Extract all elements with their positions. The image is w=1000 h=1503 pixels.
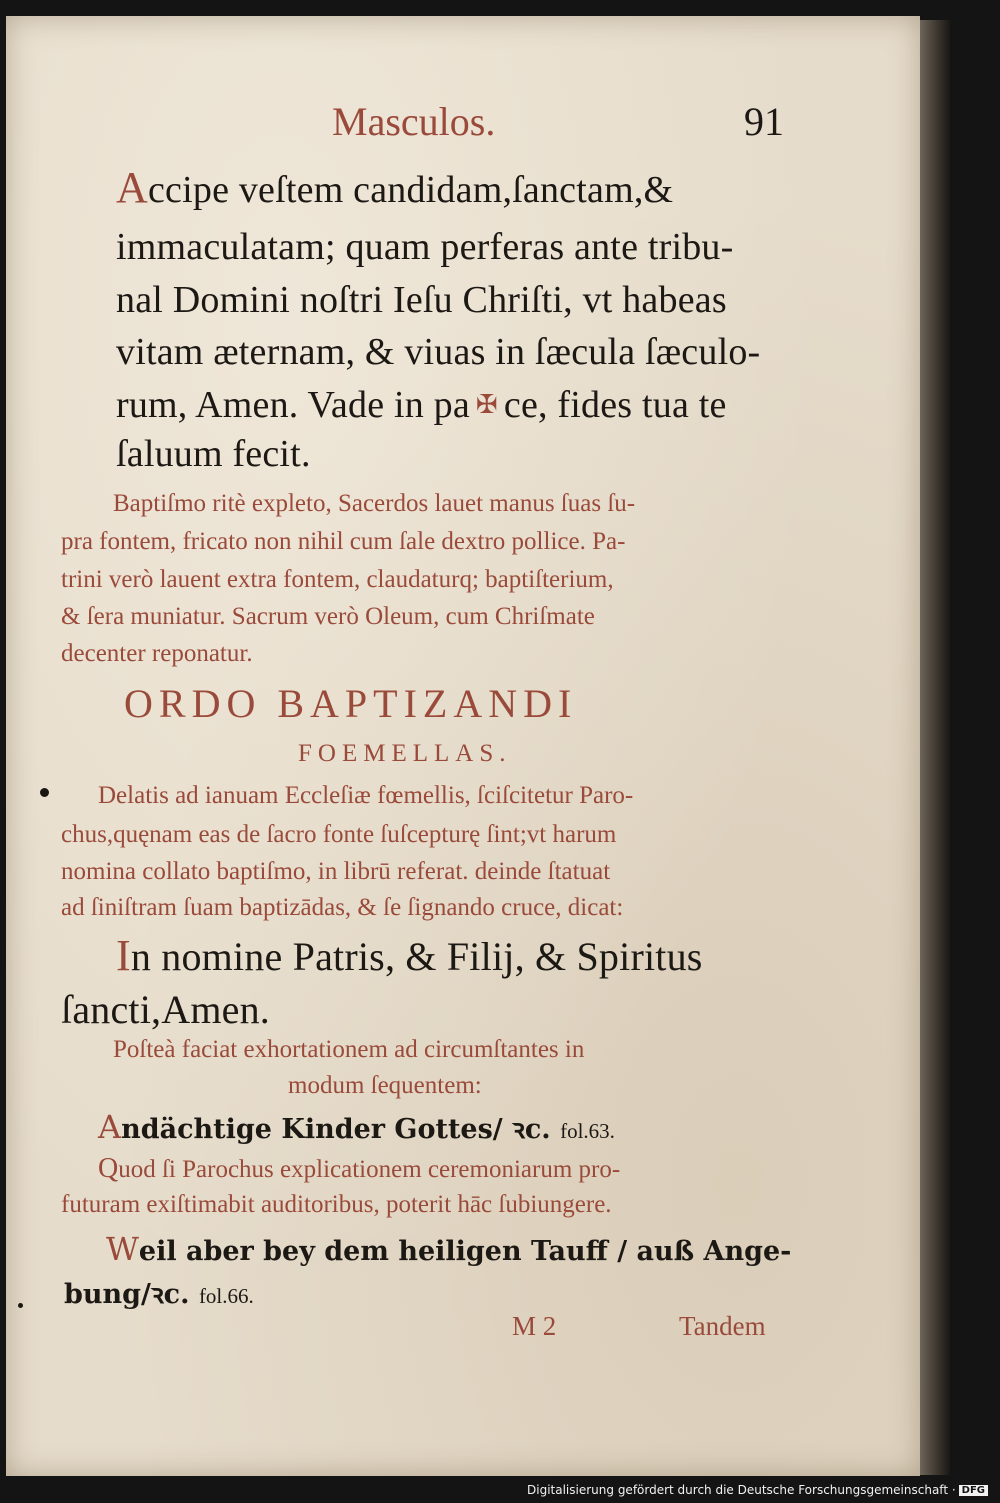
prayer-line-6: ſaluum fecit. [116,433,311,475]
prayer-line-5: rum, Amen. Vade in pa ✠ ce, fides tua te [116,384,727,426]
german-2-folio-ref: fol.66. [198,1284,254,1308]
rubric-4-initial: Q [98,1153,119,1184]
german-2-initial: W [106,1230,139,1268]
margin-dot [18,1303,23,1308]
signature-mark: M 2 [512,1311,557,1341]
rubric-1-line-4: & ſera muniatur. Sacrum verò Oleum, cum Chriſmate [61,603,595,630]
rubric-2-line-3: nomina collato baptiſmo, in librū referat. deinde ſtatuat [61,858,611,885]
prayer-line-1: Accipe veſtem candidam,ſanctam,& [116,163,674,212]
section-heading-subtitle: FOEMELLAS. [298,740,512,767]
page-edge [920,20,950,1475]
prayer-line-3: nal Domini noſtri Ieſu Chriſti, vt habeas [116,279,727,321]
german-line-2: Weil aber bey dem heiligen Tauff / auß Ange- [106,1230,792,1268]
page-number: 91 [744,99,784,144]
rubric-2-line-2: chus,quęnam eas de ſacro fonte ſuſcepturę ſint;vt harum [61,821,617,848]
dfg-logo: DFG [959,1485,988,1496]
german-line-1: Andächtige Kinder Gottes/ ꝛc. fol.63. [98,1108,615,1146]
cross-mark-icon: ✠ [475,390,498,419]
rubric-1-line-5: decenter reponatur. [61,640,253,667]
german-1-initial: A [98,1108,122,1146]
section-heading-title: ORDO BAPTIZANDI [124,681,578,726]
german-1-folio-ref: fol.63. [560,1119,615,1143]
prayer-line-4: vitam æternam, & viuas in ſæcula ſæculo- [116,331,761,373]
rubric-3-line-1: Poſteà faciat exhortationem ad circumſtantes in [113,1036,585,1063]
digitization-credit: Digitalisierung gefördert durch die Deutsche Forschungsgemeinschaft · DFG [527,1483,988,1497]
rubric-3-line-2: modum ſequentem: [288,1072,482,1099]
invocation-line-1: In nomine Patris, & Filij, & Spiritus [116,931,703,980]
margin-dot [40,788,49,797]
rubric-4-line-1: Quod ſi Parochus explicationem ceremoniarum pro- [98,1153,621,1184]
prayer-line-2: immaculatam; quam perferas ante tribu- [116,226,734,268]
running-head-title: Masculos. [332,99,496,144]
rubric-4-line-2: futuram exiſtimabit auditoribus, poterit hāc ſubiungere. [61,1191,612,1218]
rubric-1-line-2: pra fontem, fricato non nihil cum ſale dextro pollice. Pa- [61,528,626,555]
catchword: Tandem [679,1311,766,1341]
invocation-initial: I [116,931,131,980]
rubric-1-line-1: Baptiſmo ritè expleto, Sacerdos lauet manus ſuas ſu- [113,490,636,517]
rubric-2-line-4: ad ſiniſtram ſuam baptizādas, & ſe ſignando cruce, dicat: [61,894,624,921]
invocation-line-2: ſancti,Amen. [61,987,271,1032]
german-line-3: bung/ꝛc. fol.66. [64,1279,254,1310]
rubric-1-line-3: trini verò lauent extra fontem, claudaturq; baptiſterium, [61,566,614,593]
rubric-2-line-1: Delatis ad ianuam Eccleſiæ fœmellis, ſciſcitetur Paro- [98,782,634,809]
prayer-initial: A [116,163,148,212]
book-page [6,16,920,1476]
